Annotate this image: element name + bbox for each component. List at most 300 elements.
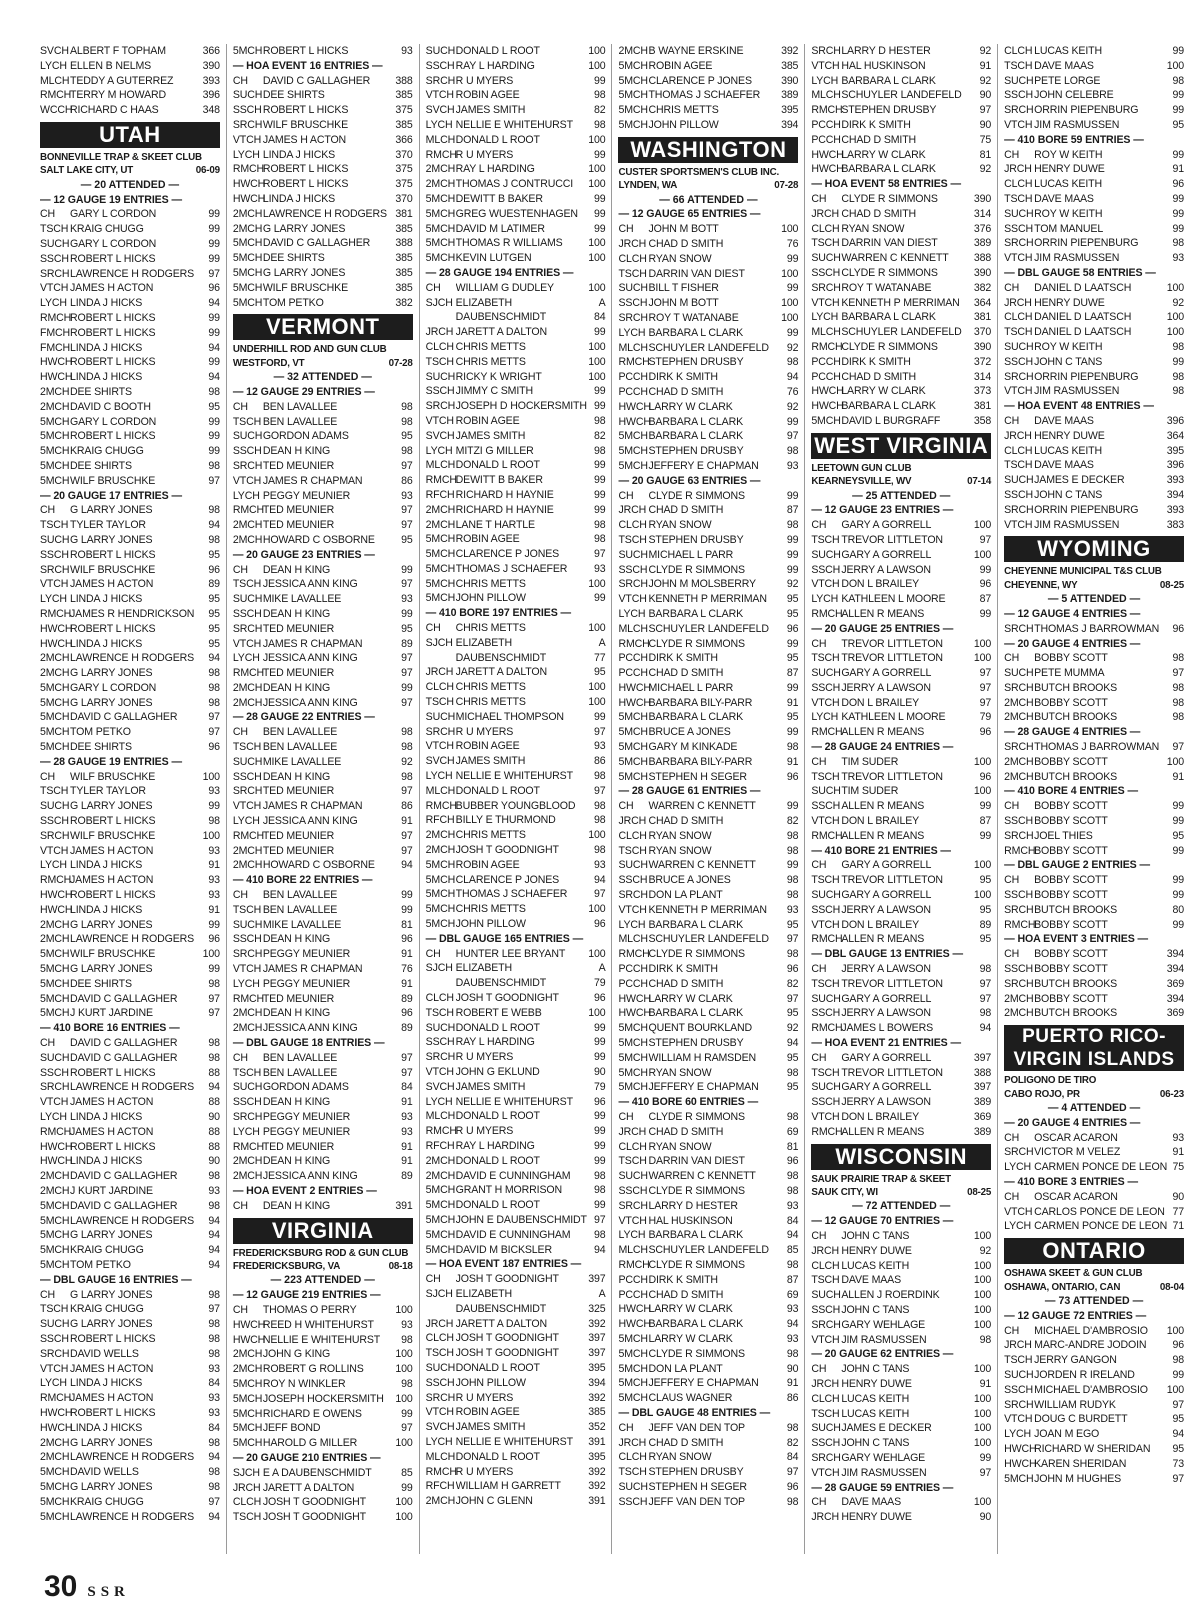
shooter-name: JOHN C GLENN — [455, 1495, 533, 1508]
class-code: SVCH — [40, 45, 69, 57]
shooter-name: R U MYERS — [455, 1125, 514, 1138]
shooter-name: LINDA J HICKS — [70, 593, 143, 606]
score: 77 — [594, 651, 606, 664]
class-code: RFCH — [425, 1139, 455, 1152]
result-row — [233, 266, 413, 281]
class-code: CLCH — [618, 1140, 647, 1153]
result-row — [1004, 325, 1184, 340]
class-code: SSCH — [811, 1007, 841, 1020]
shooter-name: BARBARA L CLARK — [841, 400, 936, 413]
result-row — [233, 1169, 413, 1184]
score: 95 — [786, 1051, 799, 1064]
score: 93 — [594, 562, 606, 575]
shooter-name: WILF BRUSCHKE — [70, 474, 156, 487]
shooter-name: KENNETH P MERRIMAN — [648, 593, 767, 606]
score: 93 — [401, 1111, 413, 1123]
class-code: VTCH — [618, 1214, 647, 1227]
shooter-name: JOHN PILLOW — [648, 118, 719, 131]
score: 97 — [1172, 741, 1184, 754]
shooter-name: HAL HUSKINSON — [648, 1214, 733, 1227]
shooter-name: BOBBY SCOTT — [1034, 652, 1108, 665]
score: 100 — [973, 1392, 992, 1405]
class-code: MLCH — [425, 1450, 456, 1463]
shooter-name: DAVID M BICKSLER — [455, 1243, 552, 1256]
class-code: SRCH — [811, 281, 841, 294]
class-code: 5MCH — [618, 118, 648, 131]
shooter-name: JAMES H ACTON — [262, 133, 347, 146]
shooter-name: ROBERT L HICKS — [70, 1406, 156, 1419]
class-code: RMCH — [1004, 918, 1036, 931]
score: 94 — [594, 1243, 606, 1256]
result-row — [426, 799, 606, 814]
result-row — [40, 563, 220, 578]
class-code: HWCH — [40, 622, 73, 635]
shooter-name: DEAN H KING — [262, 933, 331, 946]
shooter-name: WILLIAM H RAMSDEN — [648, 1051, 757, 1064]
class-code: CH — [232, 1051, 248, 1064]
result-row — [426, 370, 606, 385]
score: 92 — [401, 755, 413, 768]
result-row — [811, 1407, 991, 1422]
score: 98 — [594, 1184, 606, 1197]
score: 385 — [395, 89, 413, 102]
shooter-name: CARMEN PONCE DE LEON — [1034, 1161, 1168, 1174]
result-row — [811, 384, 991, 399]
class-code: CH — [811, 519, 827, 532]
club-location — [1004, 579, 1184, 592]
class-code: 2MCH — [40, 385, 70, 398]
result-row — [426, 680, 606, 695]
score: 100 — [973, 1437, 992, 1450]
result-row — [40, 1406, 220, 1421]
class-code: TSCH — [425, 1347, 454, 1360]
score: 98 — [1172, 370, 1184, 383]
shooter-name: TOM PETKO — [262, 296, 324, 309]
shooter-name: JERRY GANGON — [1034, 1354, 1117, 1367]
shooter-name: TOM PETKO — [70, 1258, 131, 1271]
shooter-name: ROBERT L HICKS — [70, 889, 156, 902]
class-code: SRCH — [425, 1391, 456, 1404]
shooter-name: STEPHEN DRUSBY — [841, 104, 937, 117]
shooter-name: DONALD L ROOT — [455, 1361, 540, 1374]
class-code: 5MCH — [40, 1244, 70, 1257]
class-code: 5MCH — [618, 459, 648, 472]
score: 352 — [588, 1421, 606, 1434]
club-name: POLIGONO DE TIRO — [1004, 1075, 1097, 1087]
score: 99 — [401, 563, 413, 576]
score: 98 — [786, 948, 799, 961]
result-row — [618, 725, 798, 740]
result-row — [40, 429, 220, 444]
result-row — [40, 1051, 220, 1066]
class-code: SRCH — [1004, 237, 1034, 250]
shooter-name: ROBERT L HICKS — [70, 1140, 156, 1153]
score: 95 — [401, 622, 413, 635]
result-row — [811, 903, 991, 918]
result-row — [426, 444, 606, 459]
score: 90 — [979, 1511, 992, 1524]
shooter-name: CHAD D SMITH — [841, 133, 917, 146]
result-row — [1004, 429, 1184, 444]
result-row — [618, 533, 798, 548]
result-row — [426, 1095, 606, 1110]
score: 88 — [208, 1066, 220, 1079]
class-code: SUCH — [40, 237, 70, 250]
score: 100 — [395, 1437, 413, 1450]
result-row — [426, 503, 606, 518]
result-row — [40, 725, 220, 740]
score: 98 — [786, 519, 799, 532]
score: 99 — [979, 607, 992, 620]
score: A — [598, 296, 606, 309]
shooter-name: PETE MUMMA — [1034, 667, 1105, 680]
page-footer — [44, 1570, 130, 1604]
shooter-name: GARY A GORRELL — [841, 889, 932, 902]
result-row — [233, 148, 413, 163]
shooter-name: NELLIE E WHITEHURST — [455, 1095, 573, 1108]
shooter-name: HOWARD C OSBORNE — [262, 533, 375, 546]
score: 394 — [1166, 992, 1184, 1005]
event-header: — 410 BORE 4 ENTRIES — — [1004, 785, 1138, 798]
shooter-name: DARRIN VAN DIEST — [841, 237, 938, 250]
result-row — [40, 1140, 220, 1155]
class-code: 5MCH — [232, 281, 263, 294]
score: 99 — [594, 1139, 606, 1152]
shooter-name: BEN LAVALLEE — [262, 889, 338, 902]
shooter-name: BUTCH BROOKS — [1034, 711, 1118, 724]
shooter-name: G LARRY JONES — [262, 266, 346, 279]
score: 99 — [594, 74, 606, 87]
score: 90 — [208, 1111, 220, 1123]
shooter-name: NELLIE E WHITEHURST — [455, 118, 573, 131]
score: 98 — [1172, 74, 1184, 87]
club-name: CHEYENNE MUNICIPAL T&S CLUB — [1004, 566, 1162, 578]
result-row — [233, 1125, 413, 1140]
result-row — [811, 1273, 991, 1288]
result-row — [618, 1199, 798, 1214]
class-code: HWCH — [40, 356, 73, 369]
result-row — [811, 1288, 991, 1303]
score: 388 — [395, 74, 413, 87]
score: 99 — [594, 385, 606, 398]
score: 98 — [401, 400, 413, 413]
class-code: LYCH — [1004, 1428, 1032, 1441]
score: 84 — [786, 1451, 799, 1464]
class-code: CLCH — [1004, 311, 1033, 324]
score: 99 — [208, 252, 220, 265]
class-code: MLCH — [425, 784, 456, 797]
result-row — [426, 636, 606, 651]
shooter-name: HENRY DUWE — [841, 1511, 912, 1524]
score: 84 — [208, 1421, 220, 1434]
score: 90 — [594, 1065, 606, 1078]
result-row — [618, 799, 798, 814]
shooter-name: BILL T FISHER — [648, 282, 719, 295]
location-city: WESTFORD, VT — [232, 357, 305, 369]
shooter-name: PEGGY MEUNIER — [262, 1125, 351, 1138]
score: 99 — [208, 311, 220, 324]
score: 99 — [594, 1125, 606, 1138]
class-code: 5MCH — [232, 266, 263, 279]
result-row — [426, 1080, 606, 1095]
score: 87 — [979, 593, 992, 606]
score: 381 — [973, 400, 992, 413]
class-code: PCCH — [618, 667, 648, 680]
result-row — [1004, 903, 1184, 918]
score: 98 — [208, 1466, 220, 1479]
score: 99 — [1172, 918, 1184, 931]
class-code: SUCH — [232, 918, 263, 931]
class-code: RMCH — [232, 163, 265, 176]
score: 82 — [786, 977, 799, 990]
score: 95 — [1172, 1413, 1184, 1426]
result-row — [233, 1080, 413, 1095]
shooter-name: WILF BRUSCHKE — [262, 118, 348, 131]
class-code: HWCH — [40, 889, 73, 902]
class-code: JRCH — [811, 207, 839, 220]
score: 89 — [401, 1022, 413, 1035]
result-row — [811, 207, 991, 222]
result-row — [618, 1169, 798, 1184]
score: 100 — [588, 903, 606, 916]
result-row — [811, 296, 991, 311]
event-header: — 20 GAUGE 62 ENTRIES — — [811, 1348, 954, 1361]
score: 99 — [594, 1154, 606, 1167]
shooter-name: TIM SUDER — [841, 785, 899, 798]
class-code: VTCH — [425, 1406, 454, 1419]
class-code: CH — [425, 1273, 441, 1286]
result-row — [40, 518, 220, 533]
shooter-name: JOHN M MOLSBERRY — [648, 578, 756, 591]
shooter-name: WILF BRUSCHKE — [70, 770, 156, 783]
shooter-name: GARY M KINKADE — [648, 741, 738, 754]
shooter-name: DAUBENSCHMIDT — [455, 311, 547, 324]
result-row — [233, 1436, 413, 1451]
class-code: CH — [40, 1288, 56, 1301]
shooter-name: BOBBY SCOTT — [1034, 992, 1108, 1005]
class-code: 2MCH — [232, 1363, 263, 1376]
result-row — [426, 1198, 606, 1213]
class-code: VTCH — [1004, 118, 1033, 131]
class-code: 5MCH — [40, 992, 70, 1005]
shooter-name: ROY T WATANABE — [841, 281, 932, 294]
class-code: 5MCH — [232, 1422, 263, 1435]
shooter-name: CARMEN PONCE DE LEON — [1034, 1220, 1168, 1233]
shooter-name: DANIEL D LAATSCH — [1034, 326, 1132, 339]
result-row — [40, 533, 220, 548]
score: 75 — [1172, 1161, 1184, 1174]
class-code: 5MCH — [40, 977, 70, 990]
shooter-name: CLYDE R SIMMONS — [648, 489, 745, 502]
score: 99 — [594, 1199, 606, 1212]
shooter-name: THOMAS O PERRY — [262, 1303, 357, 1316]
shooter-name: DIRK K SMITH — [648, 963, 718, 976]
class-code: TSCH — [40, 519, 69, 532]
score: 100 — [973, 889, 992, 902]
class-code: RMCH — [425, 1125, 457, 1138]
class-code: 2MCH — [40, 1170, 70, 1183]
class-code: SRCH — [425, 74, 456, 87]
result-row — [618, 1214, 798, 1229]
class-code: CLCH — [425, 1332, 454, 1345]
class-code: VTCH — [425, 1065, 454, 1078]
result-row — [811, 563, 991, 578]
result-row — [1004, 236, 1184, 251]
score: 100 — [588, 237, 606, 250]
class-code: SJCH — [232, 1466, 260, 1479]
result-row — [233, 577, 413, 592]
result-row — [618, 326, 798, 341]
class-code: SRCH — [232, 785, 263, 798]
score: 100 — [973, 652, 992, 665]
class-code: 5MCH — [40, 1258, 70, 1271]
result-row — [811, 1362, 991, 1377]
class-code: RMCH — [40, 607, 72, 620]
class-code: 5MCH — [425, 533, 456, 546]
score: 389 — [973, 237, 992, 250]
shooter-name: ROBIN AGEE — [455, 1406, 520, 1419]
class-code: CH — [811, 755, 827, 768]
result-row — [618, 592, 798, 607]
shooter-name: JERRY A LAWSON — [841, 1007, 931, 1020]
score: 98 — [401, 1377, 413, 1390]
shooter-name: JAMES E DECKER — [841, 1422, 932, 1435]
state-banner: VERMONT — [233, 314, 413, 340]
score: 98 — [594, 1169, 606, 1182]
class-code: 5MCH — [40, 681, 70, 694]
shooter-name: JAMES SMITH — [455, 1421, 526, 1434]
score: 97 — [786, 992, 799, 1005]
shooter-name: GARY A GORRELL — [841, 548, 932, 561]
class-code: SVCH — [425, 1080, 455, 1093]
shooter-name: DEAN H KING — [262, 1199, 331, 1212]
result-row — [233, 236, 413, 251]
class-code: SUCH — [618, 859, 648, 872]
shooter-name: BARBARA L CLARK — [648, 711, 743, 724]
result-row — [233, 1140, 413, 1155]
class-code: SSCH — [232, 607, 262, 620]
shooter-name: DONALD L ROOT — [455, 45, 540, 57]
class-code: 2MCH — [40, 1451, 70, 1464]
event-header: — 20 GAUGE 4 ENTRIES — — [1004, 1116, 1141, 1129]
shooter-name: KRAIG CHUGG — [70, 223, 144, 236]
result-row — [618, 489, 798, 504]
shooter-name: RAY L HARDING — [455, 1139, 535, 1152]
score: 89 — [401, 1170, 413, 1183]
class-code: VTCH — [1004, 1205, 1033, 1218]
shooter-name: MARC-ANDRE JODOIN — [1034, 1339, 1147, 1352]
score: 76 — [401, 963, 413, 976]
class-code: CLCH — [618, 519, 647, 532]
result-row — [811, 251, 991, 266]
class-code: CH — [232, 889, 248, 902]
class-code: SUCH — [1004, 667, 1034, 680]
score: 95 — [401, 533, 413, 546]
class-code: TSCH — [1004, 326, 1033, 339]
class-code: JRCH — [811, 1244, 839, 1257]
class-code: RMCH — [40, 311, 72, 324]
shooter-name: DON L BRAILEY — [841, 578, 920, 591]
shooter-name: JAMES H ACTON — [70, 578, 154, 591]
score: 93 — [401, 593, 413, 606]
shooter-name: CLYDE R SIMMONS — [841, 266, 938, 279]
score: 99 — [208, 963, 220, 976]
result-row — [811, 533, 991, 548]
class-code: HWCH — [232, 178, 266, 191]
class-code: LYCH — [232, 815, 260, 828]
score: 98 — [208, 1436, 220, 1449]
result-row — [618, 637, 798, 652]
score: 99 — [1172, 192, 1184, 205]
result-row — [233, 962, 413, 977]
shooter-name: JAMES SMITH — [455, 104, 526, 117]
club-name: LEETOWN GUN CLUB — [811, 462, 912, 474]
result-row — [1004, 622, 1184, 637]
shooter-name: ROBIN AGEE — [648, 59, 713, 72]
result-row — [40, 651, 220, 666]
score: 95 — [1172, 829, 1184, 842]
result-row — [40, 1288, 220, 1303]
class-code: SSCH — [1004, 815, 1033, 828]
score: 99 — [786, 326, 799, 339]
score: 98 — [594, 799, 606, 812]
event-header: — 410 BORE 16 ENTRIES — — [40, 1022, 180, 1035]
class-code: 2MCH — [232, 696, 263, 709]
shooter-name: ALLEN R MEANS — [841, 800, 925, 813]
class-code: SRCH — [232, 459, 263, 472]
class-code: JRCH — [232, 1481, 261, 1494]
shooter-name: DEAN H KING — [262, 445, 331, 458]
score: 93 — [786, 1199, 799, 1212]
score: 93 — [208, 1392, 220, 1405]
score: 93 — [401, 1318, 413, 1331]
result-row — [1004, 977, 1184, 992]
shooter-name: QUENT BOURKLAND — [648, 1022, 752, 1035]
class-code: 2MCH — [1004, 696, 1034, 709]
class-code: VTCH — [618, 593, 647, 606]
result-row — [811, 1006, 991, 1021]
result-row — [426, 1346, 606, 1361]
score: 95 — [1172, 1442, 1184, 1455]
shooter-name: JOHN C TANS — [841, 1437, 910, 1450]
shooter-name: ROBERT L HICKS — [70, 815, 156, 828]
result-row — [40, 1125, 220, 1140]
shooter-name: WARREN C KENNETT — [841, 252, 949, 265]
result-row — [426, 1050, 606, 1065]
result-row — [426, 59, 606, 74]
result-row — [426, 1006, 606, 1021]
shooter-name: BOBBY SCOTT — [1034, 963, 1108, 976]
result-row — [811, 74, 991, 89]
result-row — [233, 74, 413, 89]
result-row — [426, 1391, 606, 1406]
class-code: LYCH — [232, 1125, 260, 1138]
score: 376 — [973, 222, 992, 235]
score: 100 — [588, 829, 606, 842]
class-code: SRCH — [40, 267, 70, 280]
result-row — [233, 1154, 413, 1169]
result-row — [426, 310, 606, 325]
result-row — [618, 1376, 798, 1391]
shooter-name: ALLEN R MEANS — [841, 1125, 925, 1138]
score: 98 — [208, 681, 220, 694]
shooter-name: STEPHEN DRUSBY — [648, 1037, 744, 1050]
shooter-name: LINDA J HICKS — [70, 903, 143, 916]
result-row — [426, 621, 606, 636]
class-code: CH — [232, 1303, 248, 1316]
shooter-name: BARBARA BILY-PARR — [648, 755, 753, 768]
shooter-name: LARRY W CLARK — [648, 1303, 733, 1316]
